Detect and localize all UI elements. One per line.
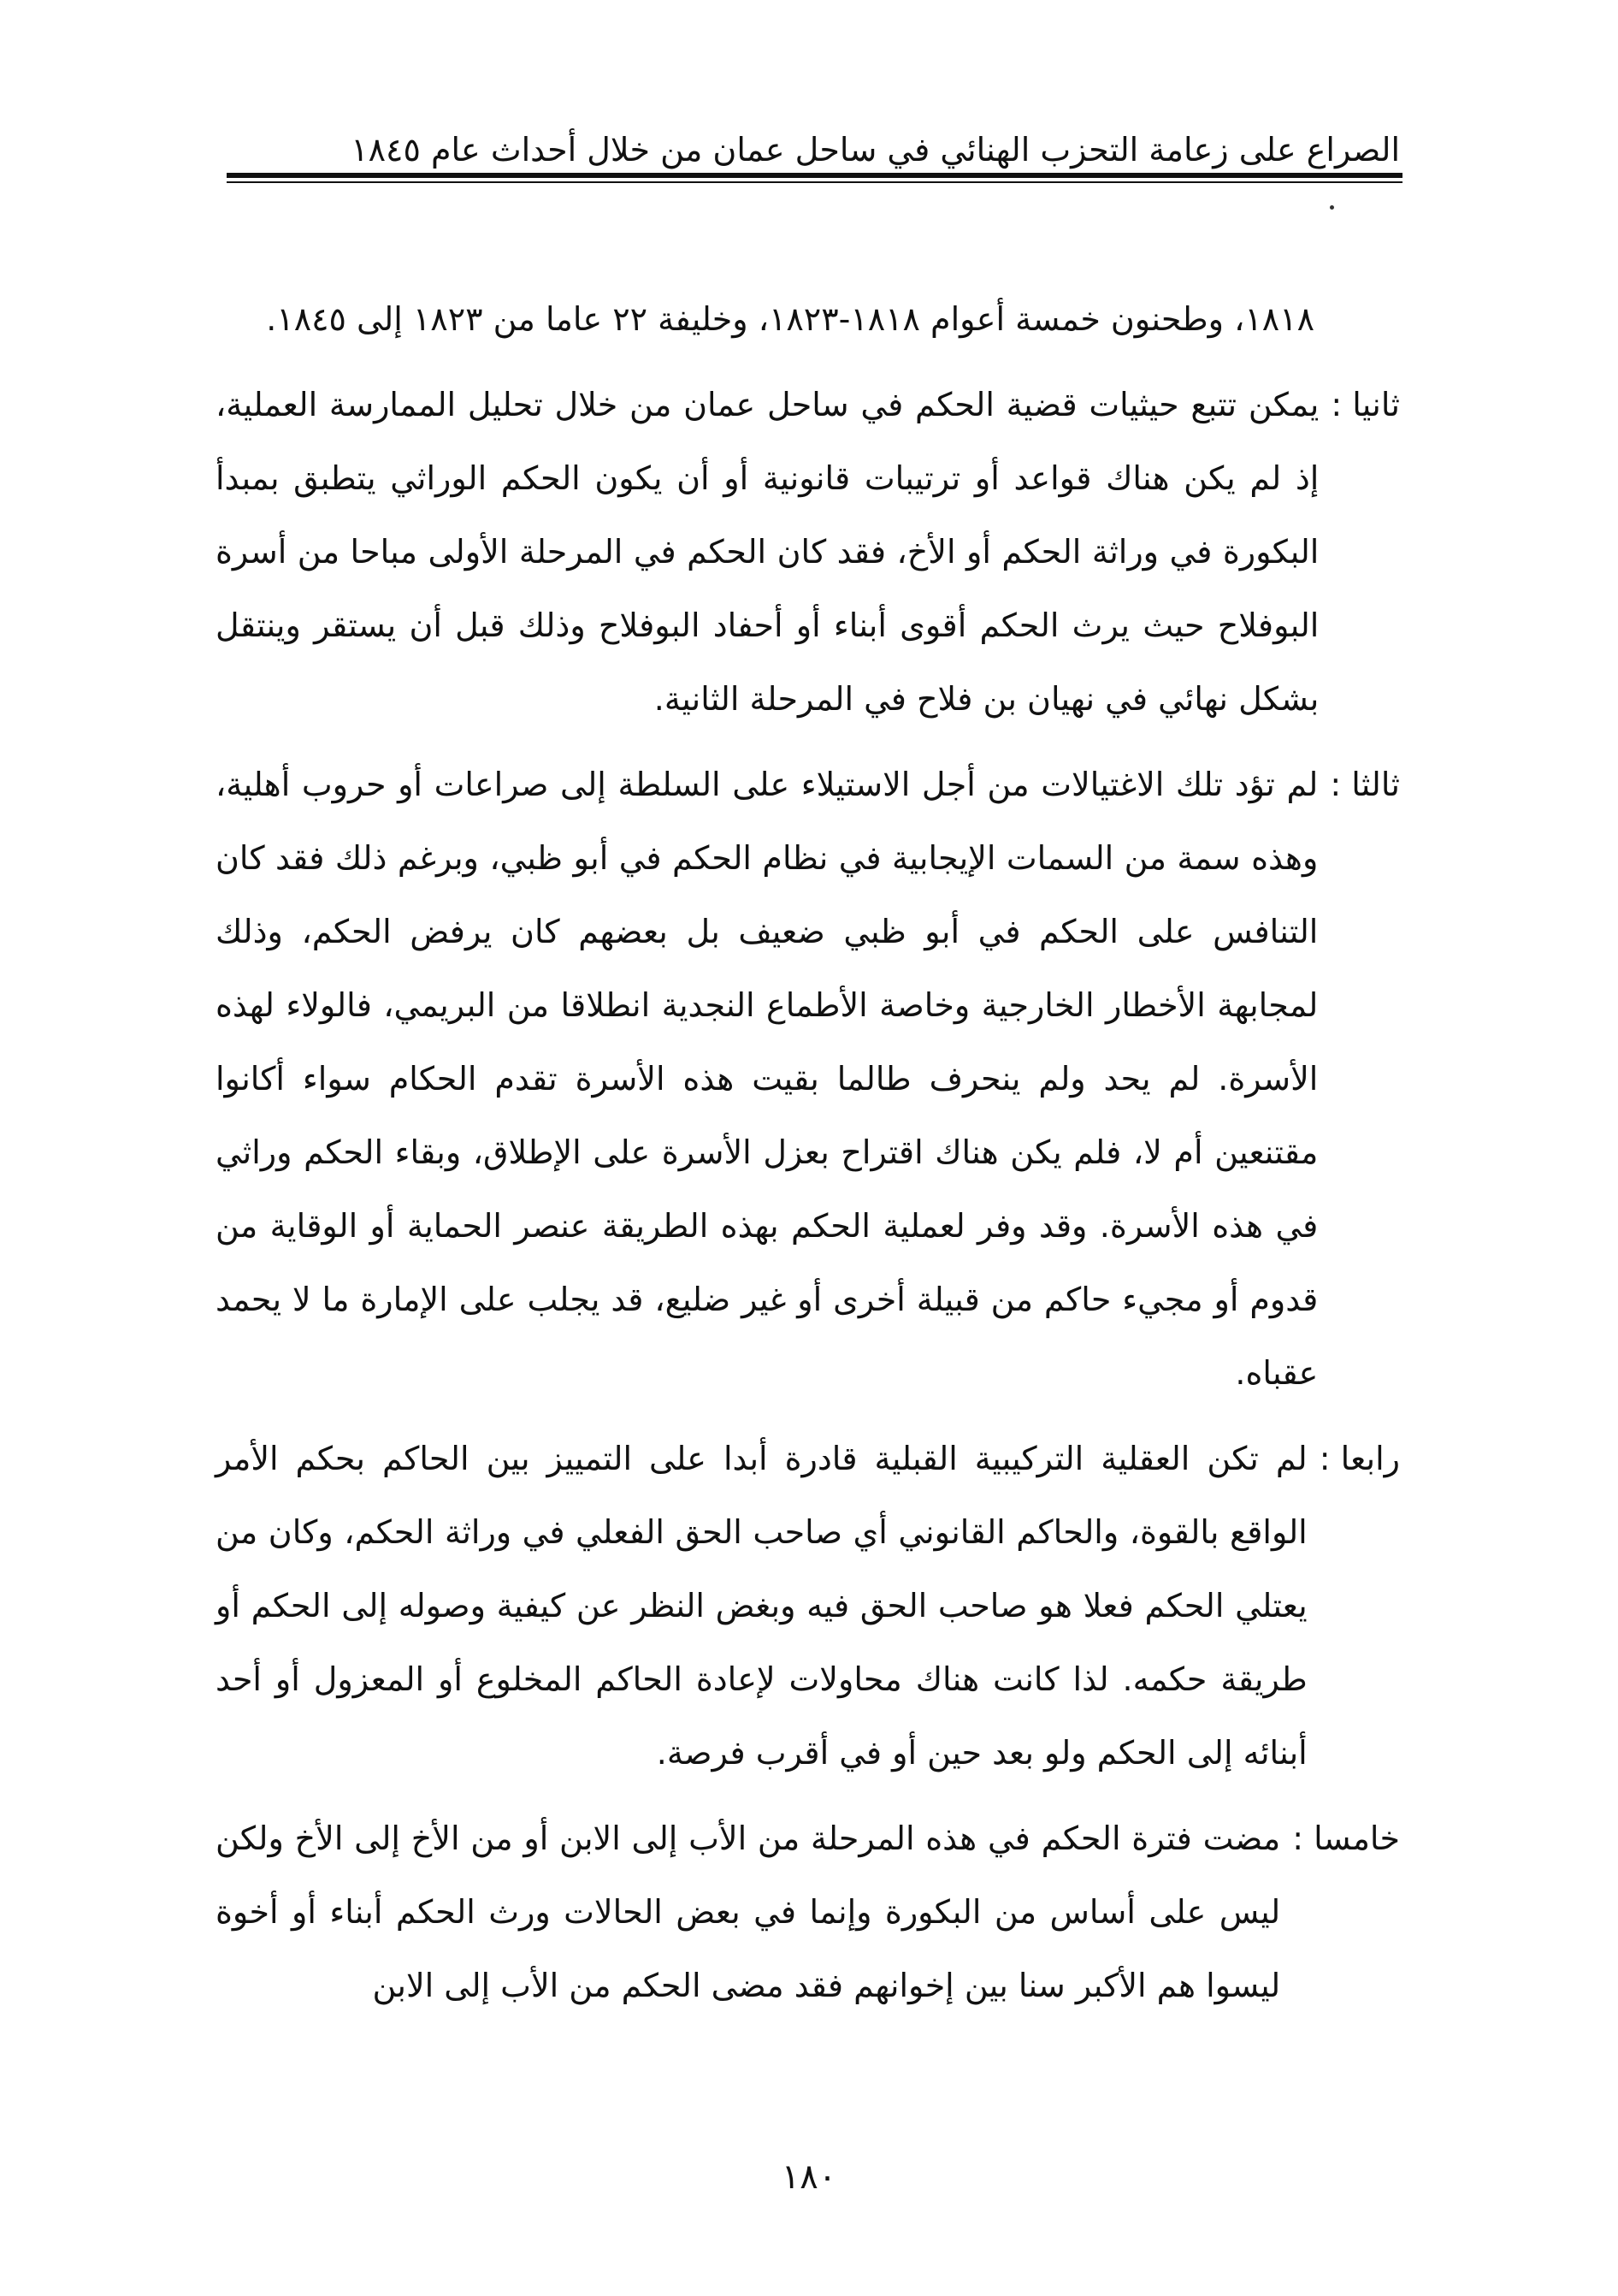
header-rule-thin <box>227 181 1402 183</box>
stray-mark <box>1330 205 1334 210</box>
paragraph-text: مضت فترة الحكم في هذه المرحلة من الأب إلى الابن أو من الأخ إلى الأخ ولكن ليس على أساس من البكورة وإنما في بعض الحالات ورث الحكم أبناء أو أخوة ليسوا هم الأكبر سنا بين إخوانهم فقد مضى الحكم من الأب إلى الابن <box>216 1820 1281 2004</box>
paragraph-fifth <box>216 1802 1400 2022</box>
body-text <box>216 282 1400 2034</box>
header-rule <box>227 173 1402 178</box>
paragraph-third <box>216 748 1400 1410</box>
paragraph-label: ثانيا : <box>1331 386 1400 423</box>
running-header: الصراع على زعامة التحزب الهنائي في ساحل عمان من خلال أحداث عام ١٨٤٥ <box>351 131 1400 169</box>
paragraph-text: ١٨١٨، وطحنون خمسة أعوام ١٨١٨-١٨٢٣، وخليفة ٢٢ عاما من ١٨٢٣ إلى ١٨٤٥. <box>266 300 1314 338</box>
paragraph-text: يمكن تتبع حيثيات قضية الحكم في ساحل عمان من خلال تحليل الممارسة العملية، إذ لم يكن هناك قواعد أو ترتيبات قانونية أو أن يكون الحكم الوراثي يتطبق بمبدأ البكورة في وراثة الحكم أو الأخ، فقد كان الحكم في المرحلة الأولى مباحا من أسرة البوفلاح حيث يرث الحكم أقوى أبناء أو أحفاد البوفلاح وذلك قبل أن يستقر وينتقل بشكل نهائي في نهيان بن فلاح في المرحلة الثانية. <box>216 386 1320 718</box>
page-number: ١٨٠ <box>781 2157 837 2197</box>
paragraph-fourth <box>216 1422 1400 1790</box>
paragraph-label: رابعا : <box>1319 1440 1400 1477</box>
paragraph-continuation <box>216 282 1400 356</box>
paragraph-label: ثالثا : <box>1330 766 1400 803</box>
paragraph-label: خامسا : <box>1292 1820 1400 1857</box>
paragraph-second <box>216 368 1400 736</box>
paragraph-text: لم تكن العقلية التركيبية القبلية قادرة أبدا على التمييز بين الحاكم بحكم الأمر الواقع بالقوة، والحاكم القانوني أي صاحب الحق الفعلي في وراثة الحكم، وكان من يعتلي الحكم فعلا هو صاحب الحق فيه وبغض النظر عن كيفية وصوله إلى الحكم أو طريقة حكمه. لذا كانت هناك محاولات لإعادة الحاكم المخلوع أو المعزول أو أحد أبنائه إلى الحكم ولو بعد حين أو في أقرب فرصة. <box>216 1440 1308 1772</box>
paragraph-text: لم تؤد تلك الاغتيالات من أجل الاستيلاء على السلطة إلى صراعات أو حروب أهلية، وهذه سمة من السمات الإيجابية في نظام الحكم في أبو ظبي، وبرغم ذلك فقد كان التنافس على الحكم في أبو ظبي ضعيف بل بعضهم كان يرفض الحكم، وذلك لمجابهة الأخطار الخارجية وخاصة الأطماع النجدية انطلاقا من البريمي، فالولاء لهذه الأسرة. لم يحد ولم ينحرف طالما بقيت هذه الأسرة تقدم الحكام سواء أكانوا مقتنعين أم لا، فلم يكن هناك اقتراح بعزل الأسرة على الإطلاق، وبقاء الحكم وراثي في هذه الأسرة. وقد وفر لعملية الحكم بهذه الطريقة عنصر الحماية أو الوقاية من قدوم أو مجيء حاكم من قبيلة أخرى أو غير ضليع، قد يجلب على الإمارة ما لا يحمد عقباه. <box>216 766 1319 1392</box>
